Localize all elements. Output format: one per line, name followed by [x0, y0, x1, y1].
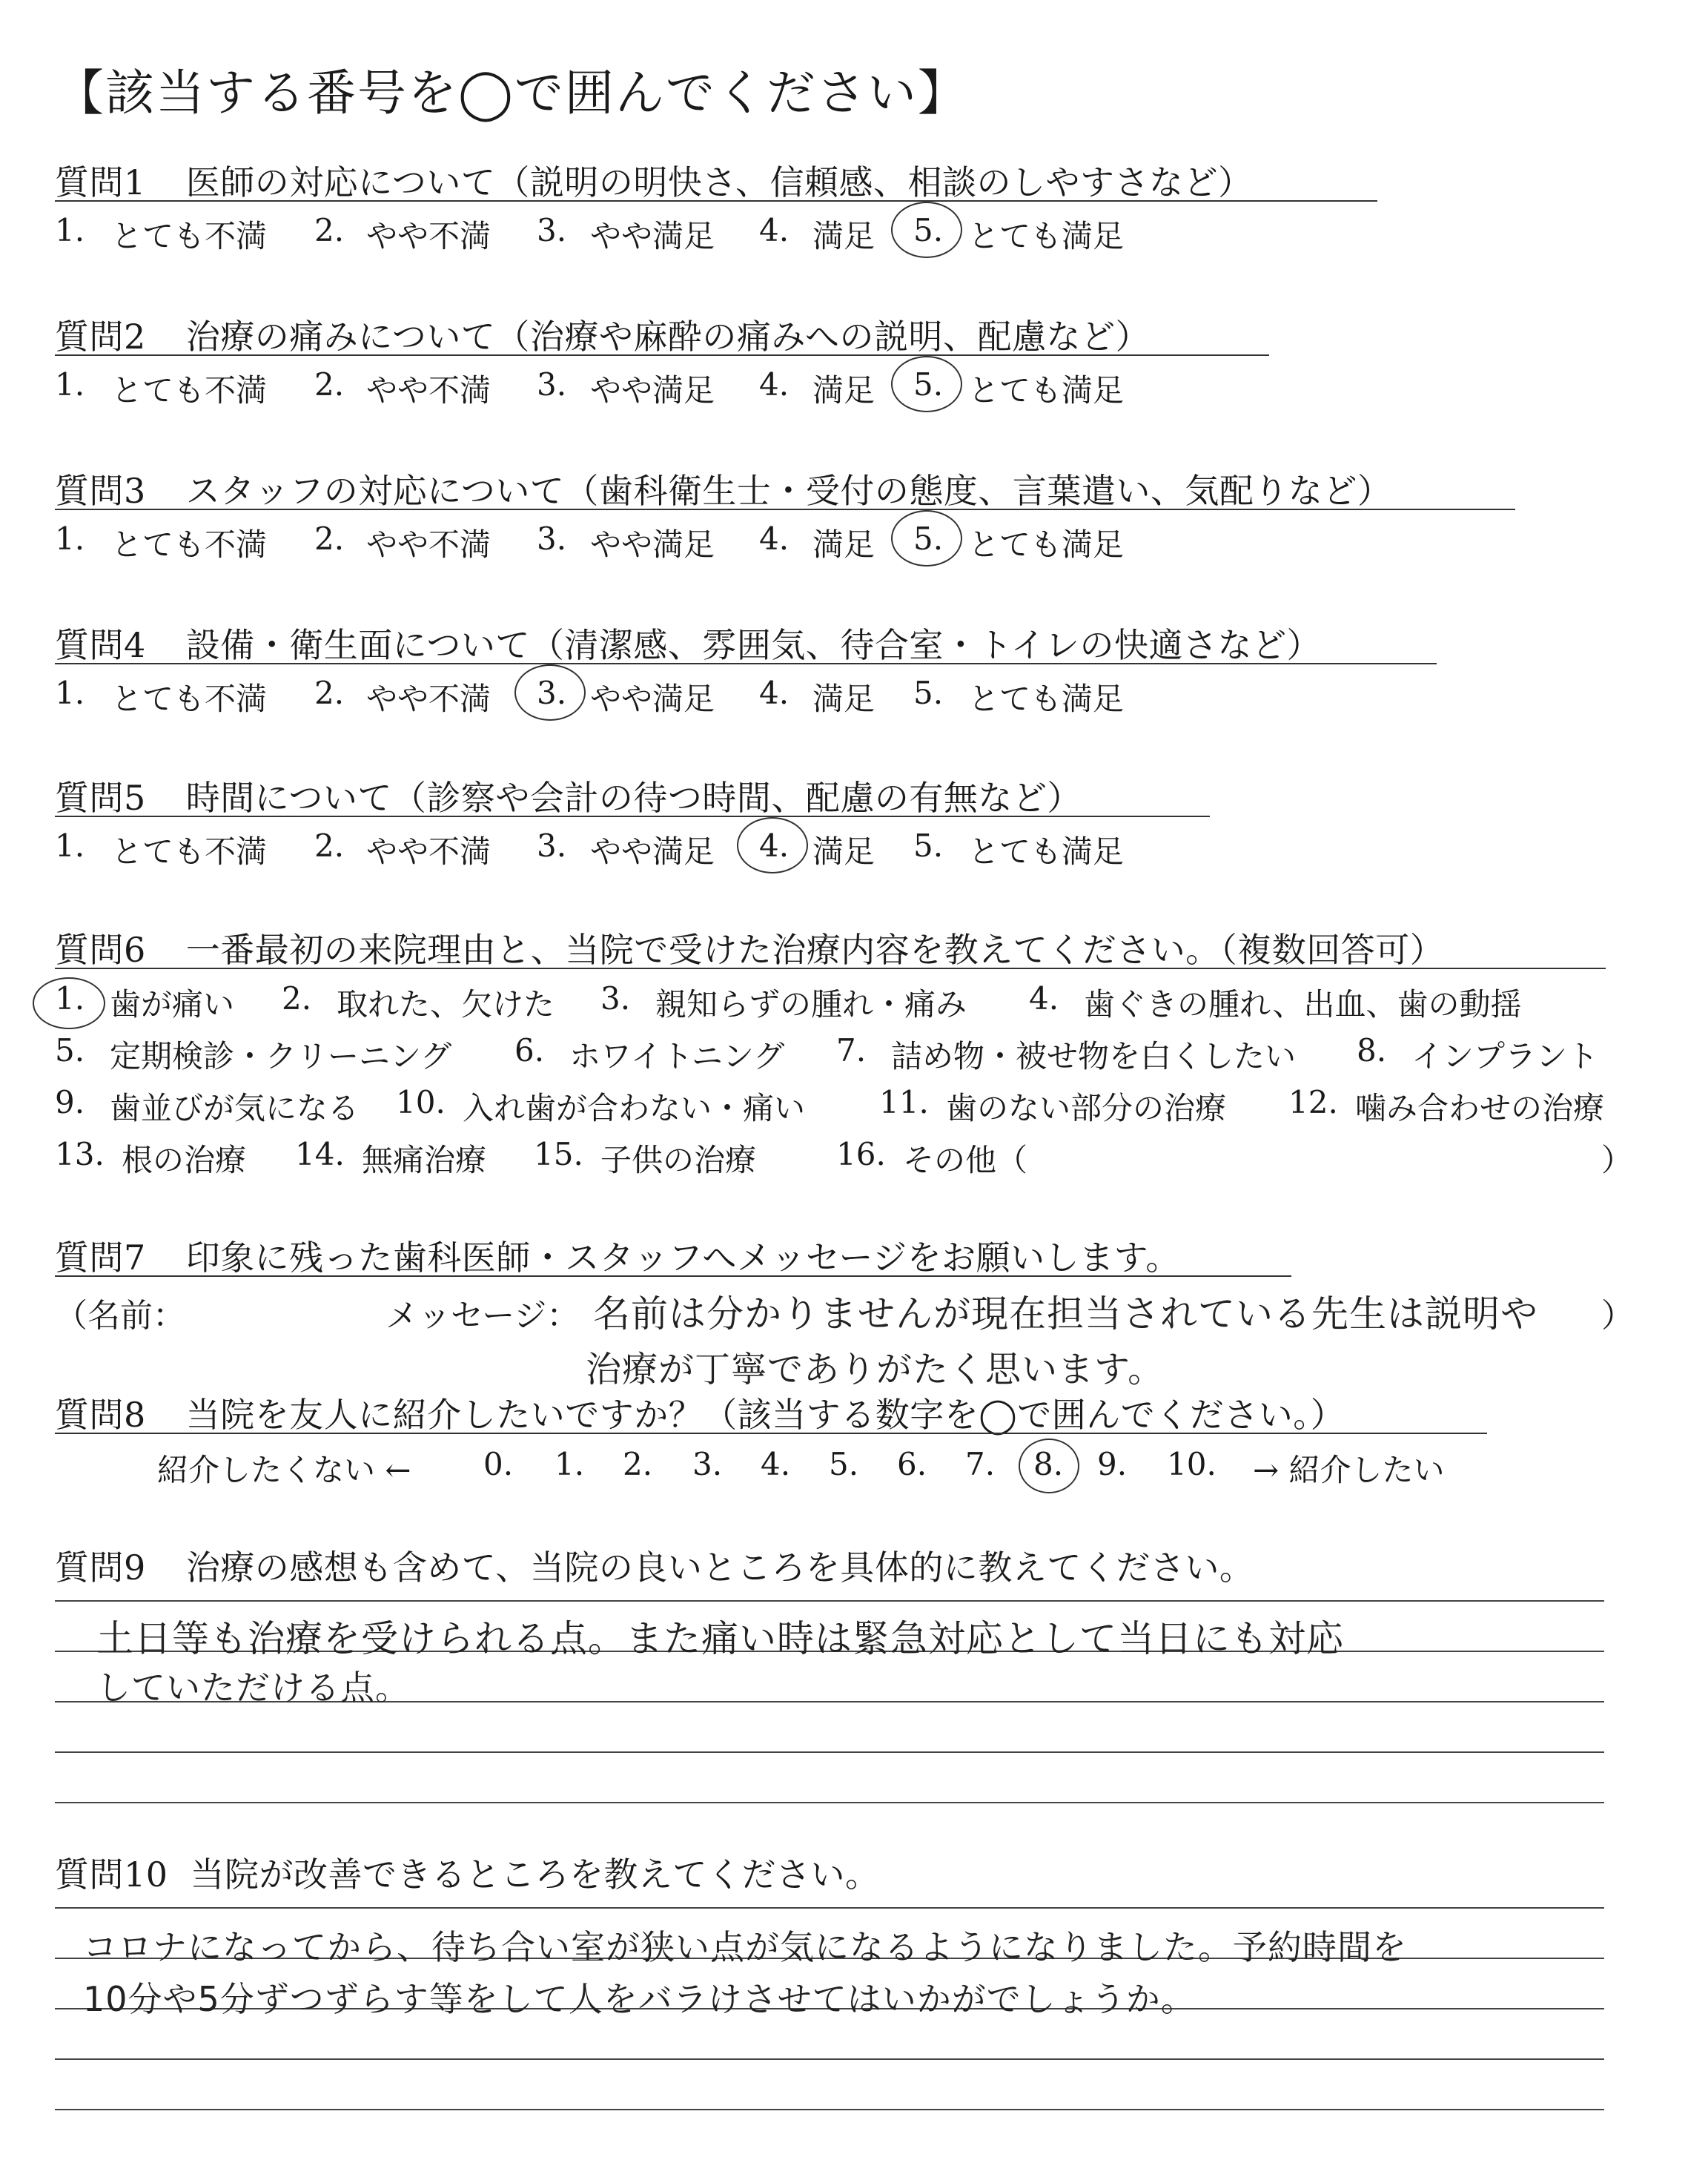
q1-underline: [55, 200, 1377, 202]
q8-left-label: 紹介したくない ←: [157, 1452, 411, 1488]
q5-text: 時間について（診察や会計の待つ時間、配慮の有無など）: [185, 778, 1082, 818]
q6-option-label: 詰め物・被せ物を白くしたい: [891, 1038, 1297, 1074]
q6-option-number[interactable]: 9.: [55, 1084, 85, 1120]
q2-option-4-number[interactable]: 4.: [759, 366, 790, 403]
q6-option-label: インプラント: [1411, 1038, 1599, 1074]
q7-message-label: メッセージ：: [385, 1297, 580, 1335]
q2-text: 治療の痛みについて（治療や麻酔の痛みへの説明、配慮など）: [185, 317, 1150, 357]
q6-option-number[interactable]: 3.: [600, 980, 631, 1017]
q6-option-number[interactable]: 10.: [396, 1084, 446, 1120]
q3-option-1-number[interactable]: 1.: [55, 521, 85, 557]
q5-selection-circle: [737, 817, 808, 873]
q4-selection-circle: [514, 664, 586, 721]
q3-option-2-label: やや不満: [366, 526, 491, 563]
q8-text: 当院を友人に紹介したいですか？（該当する数字を◯で囲んでください。）: [185, 1395, 1345, 1435]
q6-option-number[interactable]: 5.: [55, 1032, 85, 1069]
q6-option-label: 噛み合わせの治療: [1355, 1090, 1605, 1126]
q7-close: ）: [1601, 1297, 1634, 1335]
form-header: 【該当する番号を◯で囲んでください】: [55, 65, 968, 122]
q4-option-4-number[interactable]: 4.: [759, 675, 790, 711]
q4-text: 設備・衛生面について（清潔感、雰囲気、待合室・トイレの快適さなど）: [185, 625, 1322, 665]
q8-number-3[interactable]: 3.: [692, 1446, 723, 1482]
q5-option-3-number[interactable]: 3.: [537, 828, 567, 864]
q1-selection-circle: [891, 202, 962, 258]
q3-underline: [55, 509, 1515, 510]
q5-option-5-number[interactable]: 5.: [913, 828, 944, 864]
q10-label: 質問10: [55, 1855, 168, 1895]
q3-option-5-number[interactable]: 5.: [913, 521, 944, 557]
q8-number-2[interactable]: 2.: [623, 1446, 653, 1482]
q8-number-6[interactable]: 6.: [897, 1446, 927, 1482]
q2-heading: [55, 310, 1150, 359]
q6-option-label: 入れ歯が合わない・痛い: [463, 1090, 806, 1126]
q6-option-number[interactable]: 2.: [282, 980, 312, 1017]
q9-answer-rule: [55, 1802, 1604, 1803]
q6-option-number[interactable]: 7.: [836, 1032, 867, 1069]
q2-underline: [55, 354, 1269, 356]
q7-name-label: （名前：: [55, 1297, 185, 1335]
q1-text: 医師の対応について（説明の明快さ、信頼感、相談のしやすさなど）: [185, 162, 1253, 202]
q6-option-label: 歯並びが気になる: [110, 1090, 360, 1126]
q6-option-number[interactable]: 16.: [836, 1136, 886, 1172]
q10-answer-rule: [55, 2109, 1604, 2110]
q4-label: 質問4: [55, 625, 146, 665]
q8-number-8[interactable]: 8.: [1033, 1446, 1064, 1482]
q5-label: 質問5: [55, 778, 146, 818]
q6-option-label: 子供の治療: [600, 1142, 757, 1178]
q3-selection-circle: [891, 510, 962, 567]
q10-answer-rule: [55, 2058, 1604, 2060]
q1-option-3-number[interactable]: 3.: [537, 212, 567, 248]
q2-option-4-label: 満足: [812, 372, 875, 409]
q6-option-label: 根の治療: [122, 1142, 247, 1178]
q1-option-1-number[interactable]: 1.: [55, 212, 85, 248]
q6-other-close: ）: [1601, 1142, 1633, 1178]
q4-option-3-label: やや満足: [590, 681, 715, 717]
q6-option-number[interactable]: 13.: [55, 1136, 105, 1172]
q4-option-2-label: やや不満: [366, 681, 491, 717]
q6-option-number[interactable]: 12.: [1288, 1084, 1338, 1120]
q1-option-4-number[interactable]: 4.: [759, 212, 790, 248]
q10-heading: [55, 1848, 880, 1897]
q3-option-3-number[interactable]: 3.: [537, 521, 567, 557]
q2-option-1-label: とても不満: [111, 372, 268, 409]
q6-option-label: 定期検診・クリーニング: [110, 1038, 452, 1074]
q6-option-label: ホワイトニング: [569, 1038, 785, 1074]
q3-option-4-number[interactable]: 4.: [759, 521, 790, 557]
q8-underline: [55, 1433, 1487, 1434]
q8-selection-circle: [1019, 1439, 1079, 1493]
q9-answer-line-2: していただける点。: [96, 1668, 410, 1708]
q7-underline: [55, 1275, 1291, 1277]
q6-option-number[interactable]: 15.: [534, 1136, 583, 1172]
q10-answer-line-1: コロナになってから、待ち合い室が狭い点が気になるようになりました。予約時間を: [83, 1927, 1407, 1967]
q2-selection-circle: [891, 356, 962, 412]
q4-heading: [55, 618, 1321, 667]
q1-heading: [55, 156, 1253, 205]
q6-text: 一番最初の来院理由と、当院で受けた治療内容を教えてください。（複数回答可）: [185, 930, 1445, 970]
q4-option-2-number[interactable]: 2.: [314, 675, 345, 711]
q4-option-5-label: とても満足: [968, 681, 1125, 717]
q5-option-1-number[interactable]: 1.: [55, 828, 85, 864]
q1-option-5-number[interactable]: 5.: [913, 212, 944, 248]
q4-option-1-number[interactable]: 1.: [55, 675, 85, 711]
q9-text: 治療の感想も含めて、当院の良いところを具体的に教えてください。: [185, 1548, 1254, 1588]
q6-option-label: 歯が痛い: [110, 986, 235, 1023]
q6-option-label: 親知らずの腫れ・痛み: [655, 986, 967, 1023]
q1-label: 質問1: [55, 162, 146, 202]
q1-option-4-label: 満足: [812, 218, 875, 254]
q8-number-10[interactable]: 10.: [1167, 1446, 1217, 1482]
q8-number-1[interactable]: 1.: [555, 1446, 585, 1482]
q2-option-1-number[interactable]: 1.: [55, 366, 85, 403]
q1-option-1-label: とても不満: [111, 218, 268, 254]
q9-answer-rule: [55, 1600, 1604, 1602]
q3-option-5-label: とても満足: [968, 526, 1125, 563]
q5-option-2-number[interactable]: 2.: [314, 828, 345, 864]
q5-option-1-label: とても不満: [111, 833, 268, 870]
q6-selection-circle: [33, 977, 105, 1029]
q3-option-2-number[interactable]: 2.: [314, 521, 345, 557]
q2-option-2-label: やや不満: [366, 372, 491, 409]
q4-option-5-number[interactable]: 5.: [913, 675, 944, 711]
q2-option-3-label: やや満足: [590, 372, 715, 409]
q4-underline: [55, 663, 1437, 664]
q5-option-5-label: とても満足: [968, 833, 1125, 870]
q8-label: 質問8: [55, 1395, 146, 1435]
q6-heading: [55, 923, 1444, 972]
q9-answer-line-1: 土日等も治療を受けられる点。また痛い時は緊急対応として当日にも対応: [96, 1617, 1344, 1660]
q6-option-label: 歯ぐきの腫れ、出血、歯の動揺: [1084, 986, 1522, 1023]
q5-underline: [55, 816, 1210, 817]
q2-option-5-label: とても満足: [968, 372, 1125, 409]
q1-option-3-label: やや満足: [590, 218, 715, 254]
q2-option-5-number[interactable]: 5.: [913, 366, 944, 403]
q3-option-4-label: 満足: [812, 526, 875, 563]
q10-answer-line-2: 10分や5分ずつずらす等をして人をバラけさせてはいかがでしょうか。: [83, 1979, 1196, 2019]
q6-option-number[interactable]: 14.: [295, 1136, 345, 1172]
q6-option-number[interactable]: 6.: [514, 1032, 545, 1069]
q7-heading: [55, 1231, 1180, 1280]
q6-underline: [55, 968, 1606, 969]
q10-answer-rule: [55, 1907, 1604, 1909]
q6-option-number[interactable]: 4.: [1029, 980, 1059, 1017]
q8-number-5[interactable]: 5.: [829, 1446, 859, 1482]
q5-option-4-label: 満足: [812, 833, 875, 870]
q5-heading: [55, 771, 1082, 820]
q2-option-2-number[interactable]: 2.: [314, 366, 345, 403]
q9-heading: [55, 1541, 1254, 1590]
q8-number-0[interactable]: 0.: [483, 1446, 514, 1482]
q6-option-label: 無痛治療: [362, 1142, 487, 1178]
q3-text: スタッフの対応について（歯科衛生士・受付の態度、言葉遣い、気配りなど）: [185, 471, 1392, 511]
q2-option-3-number[interactable]: 3.: [537, 366, 567, 403]
q7-message-line-2: 治療が丁寧でありがたく思います。: [586, 1349, 1165, 1390]
q3-label: 質問3: [55, 471, 146, 511]
q1-option-5-label: とても満足: [968, 218, 1125, 254]
q4-option-1-label: とても不満: [111, 681, 268, 717]
q6-option-number[interactable]: 1.: [55, 980, 85, 1017]
q2-label: 質問2: [55, 317, 146, 357]
q7-label: 質問7: [55, 1238, 146, 1278]
q6-option-number[interactable]: 11.: [879, 1084, 929, 1120]
q7-text: 印象に残った歯科医師・スタッフへメッセージをお願いします。: [185, 1238, 1180, 1278]
q8-number-9[interactable]: 9.: [1097, 1446, 1128, 1482]
q6-option-label: 歯のない部分の治療: [946, 1090, 1227, 1126]
q3-option-3-label: やや満足: [590, 526, 715, 563]
q4-option-4-label: 満足: [812, 681, 875, 717]
q7-message-line-1: 名前は分かりませんが現在担当されている先生は説明や: [593, 1292, 1538, 1335]
q8-right-label: → 紹介したい: [1253, 1452, 1445, 1488]
q1-option-2-label: やや不満: [366, 218, 491, 254]
q10-text: 当院が改善できるところを教えてください。: [190, 1855, 880, 1895]
q5-option-2-label: やや不満: [366, 833, 491, 870]
q5-option-4-number[interactable]: 4.: [759, 828, 790, 864]
q9-label: 質問9: [55, 1548, 146, 1588]
q8-number-7[interactable]: 7.: [965, 1446, 996, 1482]
q8-heading: [55, 1388, 1345, 1437]
q6-option-label: その他（: [903, 1142, 1028, 1178]
q4-option-3-number[interactable]: 3.: [537, 675, 567, 711]
q6-label: 質問6: [55, 930, 146, 970]
q3-option-1-label: とても不満: [111, 526, 268, 563]
q6-option-label: 取れた、欠けた: [337, 986, 555, 1023]
q5-option-3-label: やや満足: [590, 833, 715, 870]
q6-option-number[interactable]: 8.: [1357, 1032, 1387, 1069]
q9-answer-rule: [55, 1751, 1604, 1753]
q1-option-2-number[interactable]: 2.: [314, 212, 345, 248]
q3-heading: [55, 464, 1391, 513]
q8-number-4[interactable]: 4.: [761, 1446, 791, 1482]
